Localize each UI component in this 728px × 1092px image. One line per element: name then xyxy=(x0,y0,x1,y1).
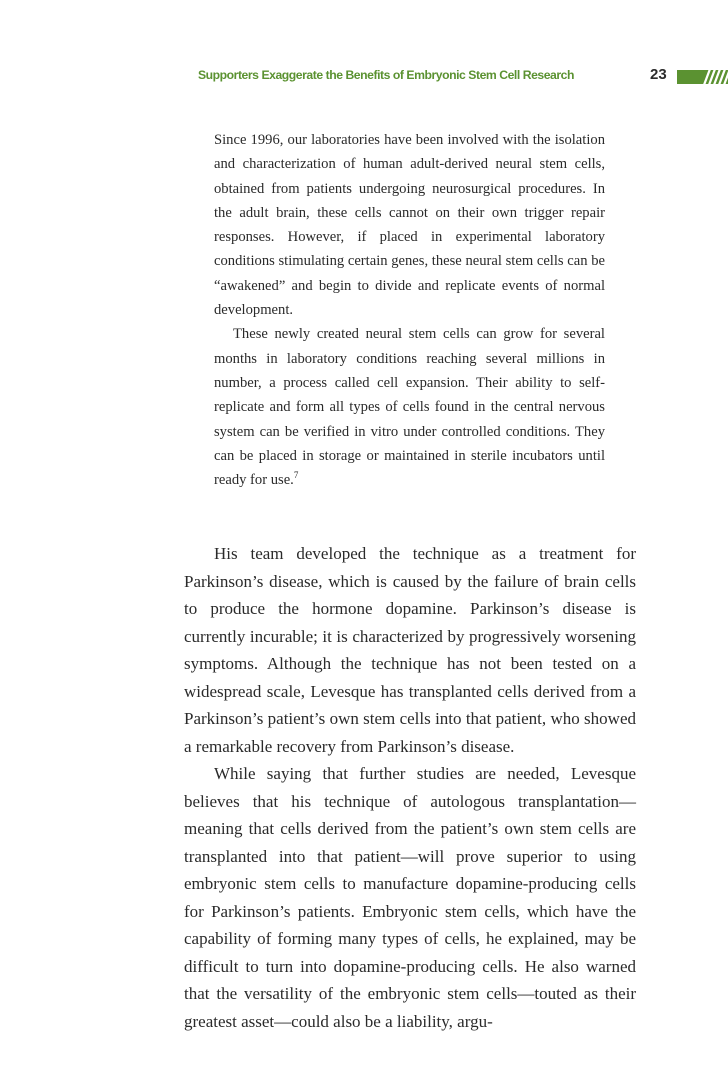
page-number: 23 xyxy=(650,66,667,83)
quote-paragraph: Since 1996, our laboratories have been involved with the isolation and characterization of human adult-derived neural stem cells, obtained from patients undergoing neurosurgical procedures. In the adult brain, these cells cannot on their own trigger repair responses. However, if placed in experimental laboratory conditions stimulating certain genes, these neural stem cells can be “awakened” and begin to divide and replicate events of normal development. xyxy=(214,132,605,319)
body-paragraph: While saying that further studies are needed, Levesque believes that his technique of autologous transplantation—meaning that cells derived from the patient’s own stem cells are transplanted into that patient—will prove superior to using embryonic stem cells to manufacture dopamine-producing cells for Parkinson’s patients. Embryonic stem cells, which have the capability of forming many types of cells, he explained, may be difficult to turn into dopamine-producing cells. He also warned that the versatility of the embryonic stem cells—touted as their greatest asset—could also be a liability, argu- xyxy=(184,764,636,1031)
running-head-title: Supporters Exaggerate the Benefits of Embryonic Stem Cell Research xyxy=(198,68,574,82)
quote-paragraph-text: These newly created neural stem cells can grow for several months in laboratory conditions reaching several millions in number, a process called cell expansion. Their ability to self-replicate and form all types of cells found in the central nervous system can be verified in vitro under controlled conditions. They can be placed in storage or maintained in sterile incubators until ready for use. xyxy=(214,326,605,489)
footnote-marker: 7 xyxy=(293,470,299,481)
body-paragraph: His team developed the technique as a treatment for Parkinson’s disease, which is caused by the failure of brain cells to produce the hormone dopamine. Parkinson’s disease is currently incurable; it is characterized by progressively worsening symptoms. Although the technique has not been tested on a widespread scale, Levesque has transplanted cells derived from a Parkinson’s patient’s own stem cells into that patient, who showed a remarkable recovery from Parkinson’s disease. xyxy=(184,544,636,756)
block-quote xyxy=(214,128,605,492)
body-text xyxy=(184,540,636,1035)
quote-paragraph-last xyxy=(214,322,605,492)
header-stripe-bar xyxy=(677,70,728,84)
page-header xyxy=(0,64,728,94)
